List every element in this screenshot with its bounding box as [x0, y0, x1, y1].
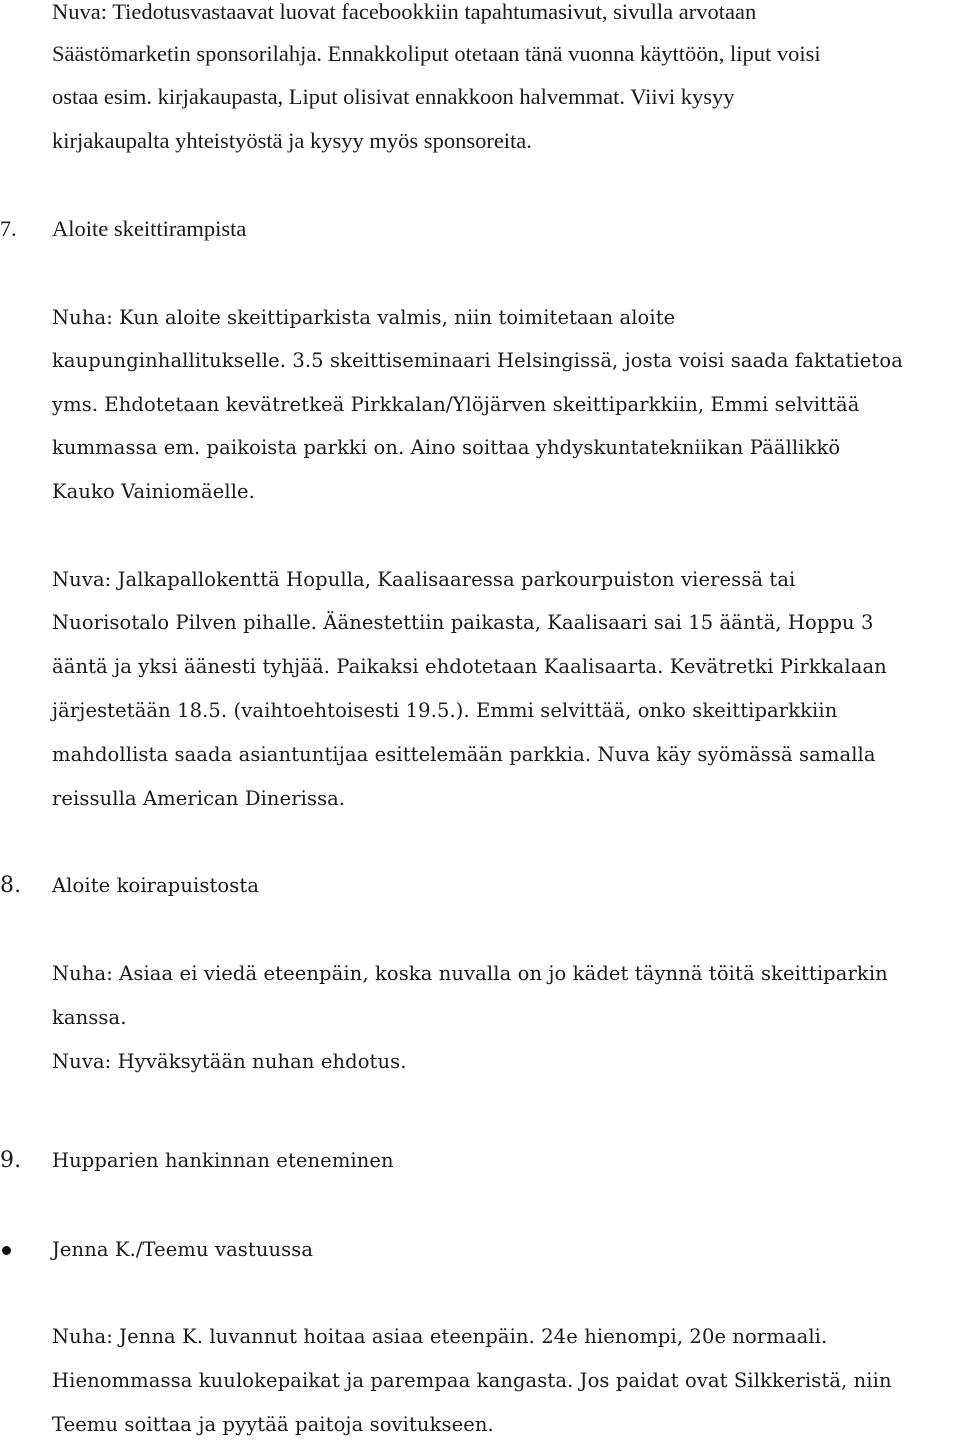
paragraph-line: Kauko Vainiomäelle. — [52, 480, 255, 503]
paragraph-line: Hienommassa kuulokepaikat ja parempaa kangasta. Jos paidat ovat Silkkeristä, niin — [52, 1369, 892, 1392]
section-title: Aloite koirapuistosta — [52, 874, 260, 897]
paragraph-line: kummassa em. paikoista parkki on. Aino soittaa yhdyskuntatekniikan Päällikkö — [52, 436, 841, 459]
paragraph-line: järjestetään 18.5. (vaihtoehtoisesti 19.5.). Emmi selvittää, onko skeittiparkkiin — [52, 699, 838, 722]
paragraph-line: Nuha: Jenna K. luvannut hoitaa asiaa eteenpäin. 24e hienompi, 20e normaali. — [52, 1325, 828, 1348]
bullet-item: Jenna K./Teemu vastuussa — [52, 1238, 314, 1261]
paragraph-line: Nuva: Jalkapallokenttä Hopulla, Kaalisaaressa parkourpuiston vieressä tai — [52, 568, 796, 591]
paragraph-line: Nuva: Hyväksytään nuhan ehdotus. — [52, 1050, 407, 1073]
section-title: Aloite skeittirampista — [52, 216, 247, 241]
section-number: 9. — [0, 1148, 22, 1173]
paragraph-line: Teemu soittaa ja pyytää paitoja sovitukseen. — [52, 1413, 494, 1436]
section-title: Hupparien hankinnan eteneminen — [52, 1149, 394, 1172]
paragraph-line: Nuha: Kun aloite skeittiparkista valmis, niin toimitetaan aloite — [52, 306, 676, 329]
paragraph-line: Nuva: Tiedotusvastaavat luovat facebookkiin tapahtumasivut, sivulla arvotaan — [52, 0, 757, 24]
paragraph-line: kaupunginhallitukselle. 3.5 skeittiseminaari Helsingissä, josta voisi saada faktatietoa — [52, 349, 903, 372]
paragraph-line: Säästömarketin sponsorilahja. Ennakkoliput otetaan tänä vuonna käyttöön, liput voisi — [52, 41, 821, 66]
paragraph-line: mahdollista saada asiantuntijaa esittelemään parkkia. Nuva käy syömässä samalla — [52, 743, 876, 766]
paragraph-line: Nuorisotalo Pilven pihalle. Äänestettiin paikasta, Kaalisaari sai 15 ääntä, Hoppu 3 — [52, 611, 874, 634]
paragraph-line: Nuha: Asiaa ei viedä eteenpäin, koska nuvalla on jo kädet täynnä töitä skeittiparkin — [52, 962, 888, 985]
paragraph-line: kirjakaupalta yhteistyöstä ja kysyy myös sponsoreita. — [52, 128, 532, 153]
paragraph-line: yms. Ehdotetaan kevätretkeä Pirkkalan/Ylöjärven skeittiparkkiin, Emmi selvittää — [52, 393, 860, 416]
section-number: 8. — [0, 873, 22, 898]
bullet-icon — [2, 1246, 11, 1255]
paragraph-line: ostaa esim. kirjakaupasta, Liput olisivat ennakkoon halvemmat. Viivi kysyy — [52, 84, 735, 109]
section-number: 7. — [0, 216, 17, 241]
paragraph-line: reissulla American Dinerissa. — [52, 787, 346, 810]
paragraph-line: ääntä ja yksi äänesti tyhjää. Paikaksi ehdotetaan Kaalisaarta. Kevätretki Pirkkalaan — [52, 655, 887, 678]
paragraph-line: kanssa. — [52, 1006, 127, 1029]
